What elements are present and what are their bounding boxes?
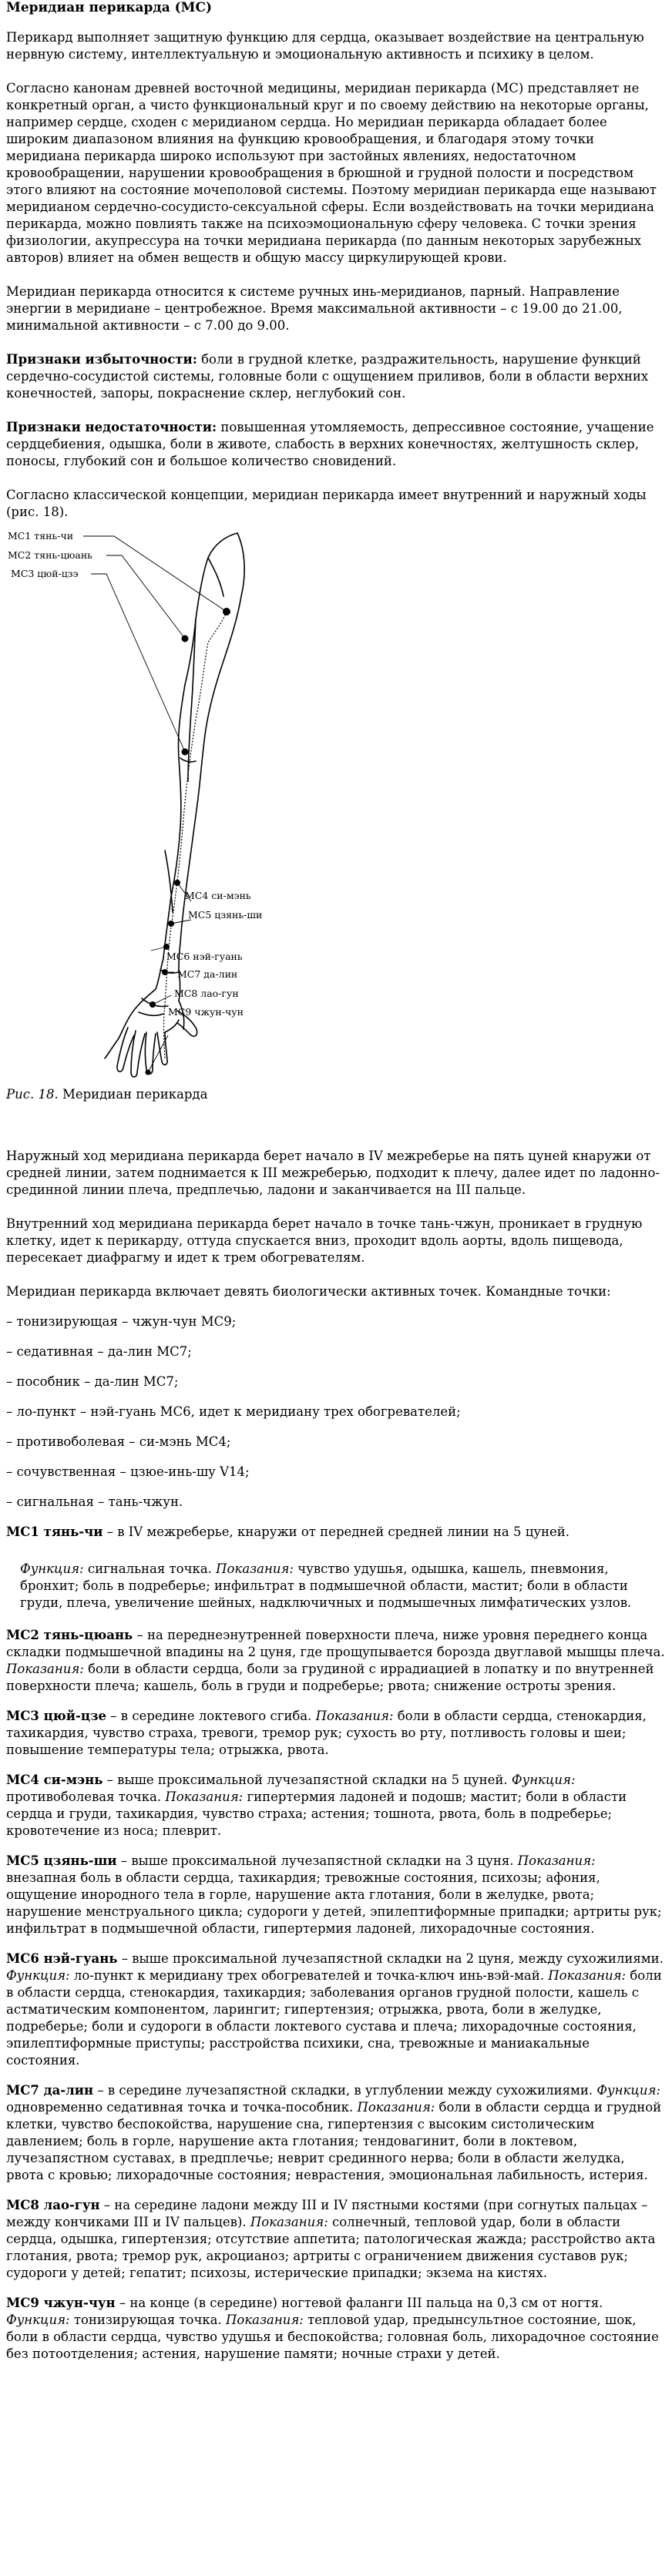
point-label: Показания: xyxy=(517,1853,596,1868)
point-name: МС5 цзянь-ши xyxy=(6,1853,117,1868)
point-text: – выше проксимальной лучезапястной складки на 2 цуня, между сухожилиями. xyxy=(117,1951,664,1966)
point-text: одновременно седативная точка и точка-пособник. xyxy=(6,2100,358,2115)
arm-illustration xyxy=(6,527,268,1082)
point-text: – выше проксимальной лучезапястной складки на 5 цуней. xyxy=(102,1773,512,1787)
label-mc5: МС5 цзянь-ши xyxy=(188,909,263,921)
point-entry xyxy=(6,1772,666,1840)
point-text: – в середине лучезапястной складки, в углублении между сухожилиями. xyxy=(93,2083,597,2098)
caption-text: Меридиан перикарда xyxy=(58,1087,208,1102)
point-entry xyxy=(6,1627,666,1695)
point-name: МС6 нэй-гуань xyxy=(6,1951,118,1966)
point-mc1-location xyxy=(6,1524,666,1541)
point-entry xyxy=(6,1708,666,1759)
deficiency-text: повышенная утомляемость, депрессивное состояние, учащение сердцебиения, одышка, боли в животе, слабость в верхних конечностях, желтушность склер, поносы, глубокий сон и большое количество сновидений. xyxy=(6,420,654,468)
point-text: боли в области сердца, стенокардия, тахикардия, чувство страха, тревоги, тремор рук; сухость во рту, потливость головы и шеи; повышение температуры тела; отрыжка, рвота. xyxy=(6,1709,647,1757)
point-name: МС7 да-лин xyxy=(6,2083,94,2098)
point-text: тепловой удар, предынсультное состояние, шок, боли в области сердца, чувство удушья и беспокойства; головная боль, лихорадочное состояние без потоотделения; астения, нарушение памяти; ночные страхи у детей. xyxy=(6,2313,659,2361)
list-item: – ло-пункт – нэй-гуань МС6, идет к меридиану трех обогревателей; xyxy=(6,1404,461,1419)
paragraph-canon: Согласно канонам древней восточной медицины, меридиан перикарда (МС) представляет не конкретный орган, а чисто функциональный круг и по своему действию на некоторые органы, например сердце, сходен с меридианом сердца. Но меридиан перикарда обладает более широким диапазоном влияния на функцию кровообращения, и благодаря этому точки меридиана перикарда широко используют при застойных явлениях, недостаточном кровообращении, нарушении кровообращения в брюшной и грудной полости и посредством этого влияют на состояние мочеполовой системы. Поэтому меридиан перикарда еще называют меридианом сердечно-сосудисто-сексуальной сферы. Если воздействовать на точки меридиана перикарда, можно повлиять также на психоэмоциональную сферу человека. С точки зрения физиологии, акупрессура на точки меридиана перикарда (по данным некоторых зарубежных авторов) влияет на обмен веществ и общую массу циркулирующей крови. xyxy=(6,81,657,265)
point-entry xyxy=(6,2197,666,2282)
label-mc4: МС4 си-мэнь xyxy=(185,890,251,901)
point-entry xyxy=(6,2295,666,2363)
points-list xyxy=(6,1627,666,2363)
list-item: – пособник – да-лин МС7; xyxy=(6,1374,179,1389)
point-name: МС9 чжун-чун xyxy=(6,2296,116,2310)
function-label: Функция: xyxy=(20,1561,84,1576)
point-label: Функция: xyxy=(6,2313,70,2327)
point-text: внезапная боль в области сердца, тахикардия; тревожные состояния, психозы; афония, ощущение инородного тела в горле, нарушение акта глотания, боли в желудке, рвота; нарушение менструального цикла; судороги у детей, эпилептиформные припадки; артриты рук; инфильтрат в подмышечной области, гипертермия ладоней, лихорадочные состояния. xyxy=(6,1870,662,1936)
point-name: МС4 си-мэнь xyxy=(6,1773,103,1787)
point-label: Функция: xyxy=(6,1968,70,1983)
function-text: сигнальная точка. xyxy=(83,1561,217,1576)
paragraph-points-intro: Меридиан перикарда включает девять биологически активных точек. Командные точки: xyxy=(6,1284,611,1299)
paragraph-deficiency xyxy=(6,419,666,470)
label-mc8: МС8 лао-гун xyxy=(174,988,239,999)
point-text: – на середине ладони между III и IV пястными костями (при согнутых пальцах – между кончиками III и IV пальцев). xyxy=(6,2198,648,2229)
point-entry xyxy=(6,1950,666,2069)
point-label: Функция: xyxy=(596,2083,660,2098)
point-mc1-details xyxy=(6,1561,666,1612)
figure-caption xyxy=(6,1086,666,1103)
point-text: – выше проксимальной лучезапястной складки на 3 цуня. xyxy=(116,1853,518,1868)
indications-text: чувство удушья, одышка, кашель, пневмония, бронхит; боль в подреберье; инфильтрат в подмышечной области, мастит; боли в области груди, плеча, увеличение шейных, надключичных и подмышечных лимфатических узлов. xyxy=(20,1561,632,1610)
point-location: – в IV межреберье, кнаружи от передней средней линии на 5 цуней. xyxy=(102,1524,570,1539)
label-mc9: МС9 чжун-чун xyxy=(168,1006,244,1018)
caption-number: Рис. 18. xyxy=(6,1087,59,1102)
paragraph-concept: Согласно классической концепции, меридиан перикарда имеет внутренний и наружный ходы (рис. 18). xyxy=(6,488,647,519)
point-entry xyxy=(6,1853,666,1937)
point-text: противоболевая точка. xyxy=(6,1789,166,1804)
point-text: тонизирующая точка. xyxy=(69,2313,226,2327)
point-label: Показания: xyxy=(548,1968,627,1983)
point-text: ло-пункт к меридиану трех обогревателей и точка-ключ инь-вэй-май. xyxy=(69,1968,549,1983)
label-mc1: МС1 тянь-чи xyxy=(8,530,74,542)
figure-arm-meridian xyxy=(6,527,268,1082)
point-label: Показания: xyxy=(6,1662,84,1676)
point-text: – на переднеэнутренней поверхности плеча, ниже уровня переднего конца складки подмышечной впадины на 2 цуня, где прощупывается борозда двуглавой мышцы плеча. xyxy=(6,1628,665,1659)
point-label: Показания: xyxy=(315,1709,394,1723)
paragraph-excess xyxy=(6,351,666,402)
point-text: гипертермия ладоней и подошв; мастит; боли в области сердца и груди, тахикардия, чувство страха; астения; тошнота, рвота, боль в подреберье; кровотечение из носа; плеврит. xyxy=(6,1789,627,1838)
point-label: Показания: xyxy=(357,2100,435,2115)
point-name: МС8 лао-гун xyxy=(6,2198,100,2212)
point-label: Показания: xyxy=(165,1789,244,1804)
deficiency-label: Признаки недостаточности: xyxy=(6,420,217,434)
list-item: – седативная – да-лин МС7; xyxy=(6,1344,192,1359)
point-text: – на конце (в середине) ногтевой фаланги III пальца на 0,3 см от ногтя. xyxy=(115,2296,603,2310)
point-name: МС2 тянь-цюань xyxy=(6,1628,133,1642)
point-text: боли в области сердца, стенокардия, тахикардия; заболевания органов грудной полости, кашель с астматическим компонентом, ларингит; гипертензия; отрыжка, рвота, боли в желудке, подреберье; боли и судороги в области локтевого сустава и плеча; лихорадочные состояния, эпилептиформные приступы; расстройства психики, сна, тревожные и маниакальные состояния. xyxy=(6,1968,662,2068)
command-points-list xyxy=(6,1313,666,1511)
label-mc7: МС7 да-лин xyxy=(177,968,238,980)
point-label: Показания: xyxy=(226,2313,304,2327)
label-mc6: МС6 нэй-гуань xyxy=(166,951,243,962)
paragraph-inner-path: Внутренний ход меридиана перикарда берет начало в точке тань-чжун, проникает в грудную клетку, идет к перикарду, оттуда спускается вниз, проходит вдоль аорты, вдоль пищевода, пересекает диафрагму и идет к трем обогревателям. xyxy=(6,1216,643,1265)
list-item: – тонизирующая – чжун-чун МС9; xyxy=(6,1314,237,1329)
point-text: боли в области сердца и грудной клетки, чувство беспокойства, нарушение сна, гипертензия с высоким систолическим давлением; боль в горле, нарушение акта глотания; тендовагинит, боли в локтевом, лучезапястном суставах, в предплечье; неврит срединного нерва; боли в области желудка, рвота с кровью; лихорадочные состояния; неврастения, эмоциональная лабильность, истерия. xyxy=(6,2100,662,2182)
excess-text: боли в грудной клетке, раздражительность, нарушение функций сердечно-сосудистой системы, головные боли с ощущением приливов, боли в области верхних конечностей, запоры, покраснение склер, неглубокий сон. xyxy=(6,352,649,401)
page-title: Меридиан перикарда (МС) xyxy=(6,0,213,15)
point-entry xyxy=(6,2082,666,2184)
excess-label: Признаки избыточности: xyxy=(6,352,197,367)
point-label: Функция: xyxy=(511,1773,576,1787)
paragraph-outer-path: Наружный ход меридиана перикарда берет начало в IV межреберье на пять цуней кнаружи от средней линии, затем поднимается к III межреберью, подходит к плечу, далее идет по ладонно-срединной линии плеча, предплечью, ладони и заканчивается на III пальце. xyxy=(6,1149,660,1197)
paragraph-system: Меридиан перикарда относится к системе ручных инь-меридианов, парный. Направление энергии в меридиане – центробежное. Время максимальной активности – с 19.00 до 21.00, минимальной активности – с 7.00 до 9.00. xyxy=(6,284,623,333)
point-label: Показания: xyxy=(250,2215,328,2229)
label-mc2: МС2 тянь-цюань xyxy=(8,549,92,561)
indications-label: Показания: xyxy=(216,1561,294,1576)
label-mc3: МС3 цюй-цзэ xyxy=(11,568,79,579)
point-name: МС3 цюй-цзе xyxy=(6,1709,107,1723)
point-text: солнечный, тепловой удар, боли в области сердца, одышка, гипертензия; отсутствие аппетита; патологическая жажда; расстройство акта глотания, рвота; тремор рук, акроцианоз; артриты с ограничением движения суставов рук; судороги у детей; гепатит; психозы, истерические припадки; экзема на кистях. xyxy=(6,2215,656,2280)
list-item: – противоболевая – си-мэнь МС4; xyxy=(6,1434,231,1449)
point-name: МС1 тянь-чи xyxy=(6,1524,103,1539)
list-item: – сочувственная – цзюе-инь-шу V14; xyxy=(6,1464,250,1479)
paragraph-intro: Перикард выполняет защитную функцию для сердца, оказывает воздействие на центральную нервную систему, интеллектуальную и эмоциональную активность и психику в целом. xyxy=(6,30,644,62)
point-text: – в середине локтевого сгиба. xyxy=(106,1709,316,1723)
list-item: – сигнальная – тань-чжун. xyxy=(6,1494,183,1509)
point-text: боли в области сердца, боли за грудиной с иррадиацией в лопатку и по внутренней поверхности плеча; кашель, боль в груди и подреберье; рвота; снижение остроты зрения. xyxy=(6,1662,654,1693)
